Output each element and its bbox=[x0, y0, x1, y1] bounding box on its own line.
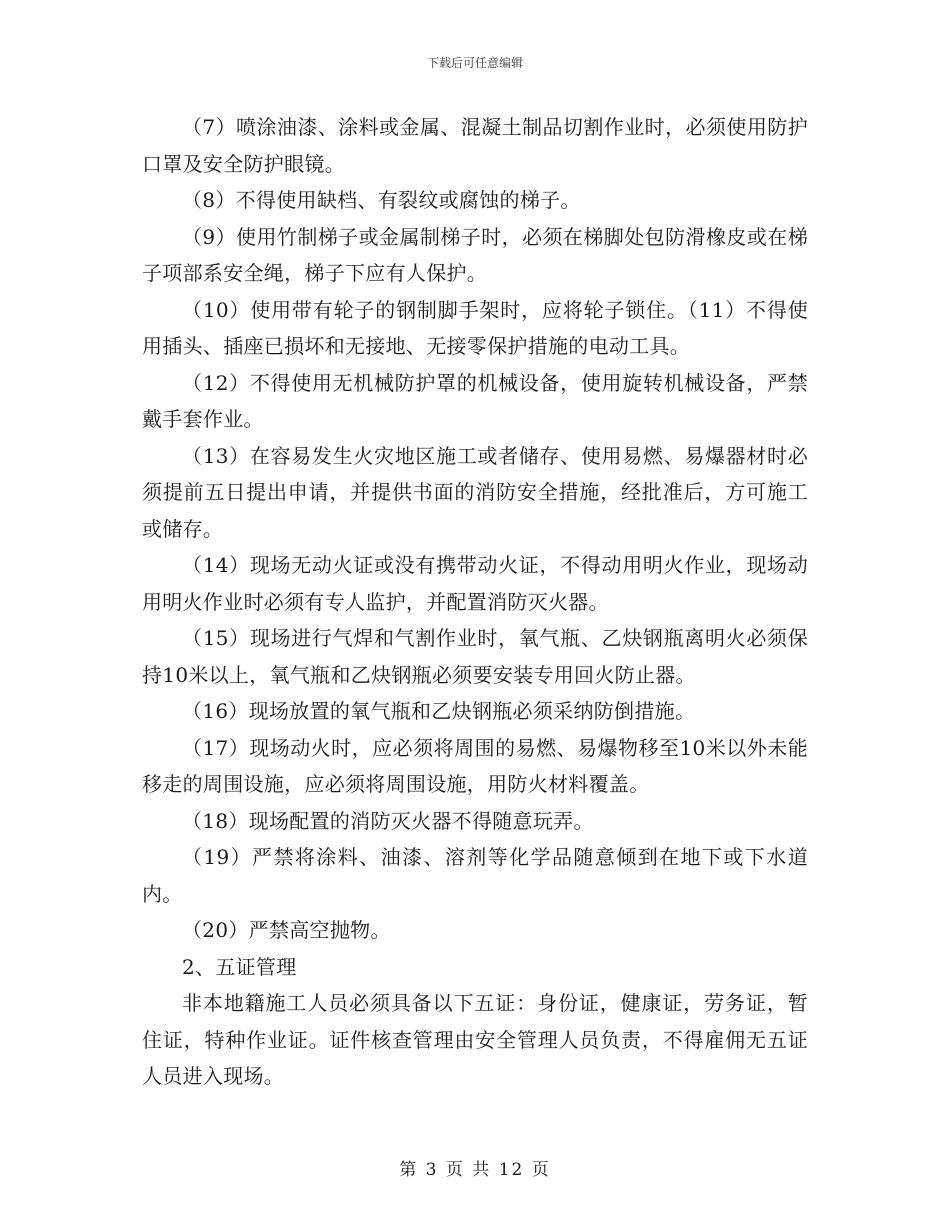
paragraph-item-17: （17）现场动火时，应必须将周围的易燃、易爆物移至10米以外未能移走的周围设施，应必须将周围设施，用防火材料覆盖。 bbox=[142, 735, 808, 796]
document-body bbox=[142, 109, 808, 1095]
paragraph-item-8: （8）不得使用缺档、有裂纹或腐蚀的梯子。 bbox=[182, 188, 581, 212]
page-number-footer: 第 3 页 共 12 页 bbox=[399, 1160, 551, 1180]
paragraph-item-7: （7）喷涂油漆、涂料或金属、混凝土制品切割作业时，必须使用防护口罩及安全防护眼镜。 bbox=[142, 115, 808, 176]
page-header: 下载后可任意编辑 bbox=[426, 56, 523, 70]
paragraph-item-20: （20）严禁高空抛物。 bbox=[182, 918, 391, 942]
paragraph-item-13: （13）在容易发生火灾地区施工或者储存、使用易燃、易爆器材时必须提前五日提出申请，并提供书面的消防安全措施，经批准后，方可施工或储存。 bbox=[142, 443, 808, 541]
paragraph-five-certificates: 非本地籍施工人员必须具备以下五证：身份证，健康证，劳务证，暂住证，特种作业证。证件核查管理由安全管理人员负责，不得雇佣无五证人员进入现场。 bbox=[142, 991, 808, 1088]
paragraph-item-9: （9）使用竹制梯子或金属制梯子时，必须在梯脚处包防滑橡皮或在梯子项部系安全绳，梯子下应有人保护。 bbox=[142, 224, 808, 285]
paragraph-item-16: （16）现场放置的氧气瓶和乙炔钢瓶必须采纳防倒措施。 bbox=[182, 699, 696, 723]
paragraph-item-15: （15）现场进行气焊和气割作业时，氧气瓶、乙炔钢瓶离明火必须保持10米以上，氧气瓶和乙炔钢瓶必须要安装专用回火防止器。 bbox=[142, 626, 808, 687]
section-heading-five-certificates: 2、五证管理 bbox=[182, 954, 297, 979]
paragraph-item-18: （18）现场配置的消防灭火器不得随意玩弄。 bbox=[182, 808, 594, 833]
paragraph-item-10-11: （10）使用带有轮子的钢制脚手架时，应将轮子锁住。（11）不得使用插头、插座已损坏和无接地、无接零保护措施的电动工具。 bbox=[142, 297, 808, 358]
paragraph-item-12: （12）不得使用无机械防护罩的机械设备，使用旋转机械设备，严禁戴手套作业。 bbox=[142, 370, 808, 431]
paragraph-item-19: （19）严禁将涂料、油漆、溶剂等化学品随意倾到在地下或下水道内。 bbox=[142, 845, 808, 906]
paragraph-item-14: （14）现场无动火证或没有携带动火证，不得动用明火作业，现场动用明火作业时必须有专人监护，并配置消防灭火器。 bbox=[142, 553, 808, 614]
